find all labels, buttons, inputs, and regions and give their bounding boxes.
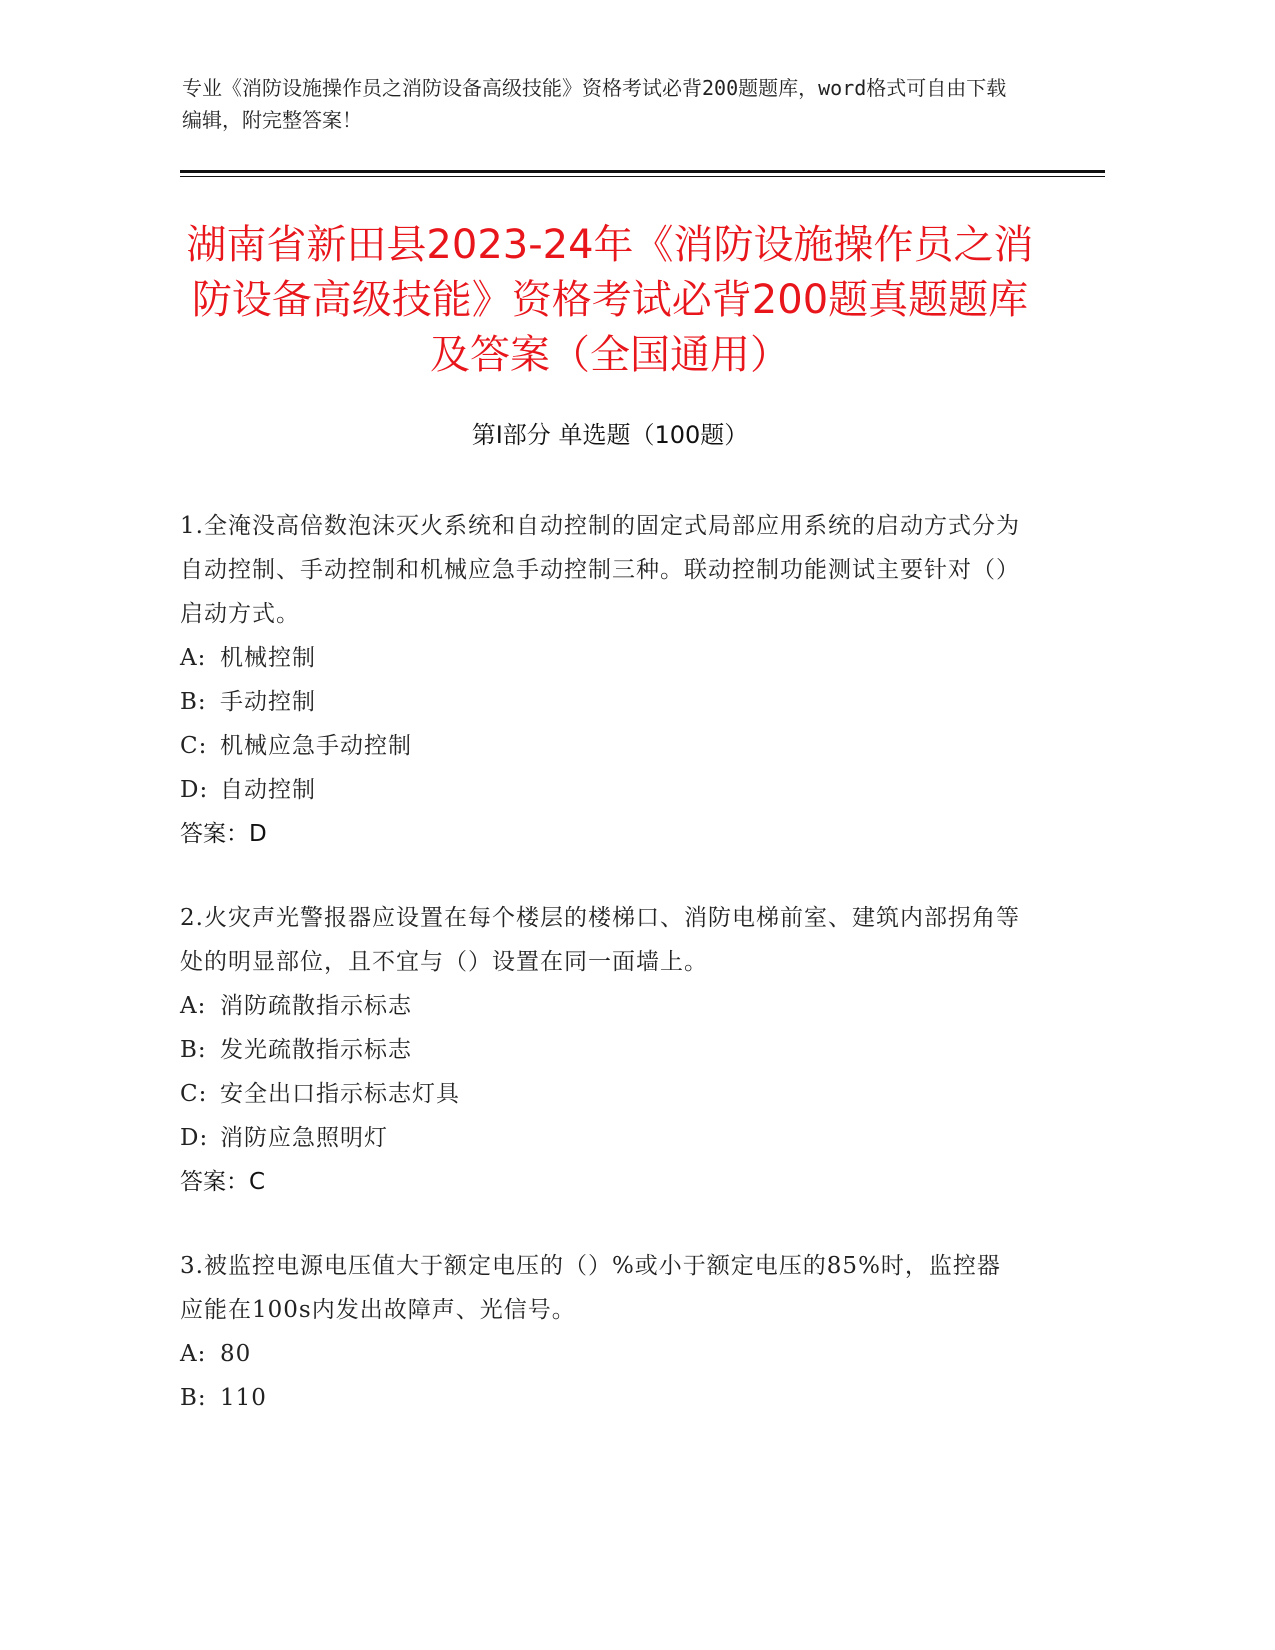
option-letter: A: xyxy=(180,993,207,1019)
option-letter: A: xyxy=(180,645,207,671)
option-d xyxy=(180,1116,1020,1160)
header-divider xyxy=(180,170,1105,173)
option-letter: B: xyxy=(180,689,207,715)
option-text: 机械应急手动控制 xyxy=(220,733,412,759)
option-text: 110 xyxy=(220,1385,267,1411)
option-d xyxy=(180,768,1020,812)
option-c xyxy=(180,1072,1020,1116)
option-text: 安全出口指示标志灯具 xyxy=(220,1081,460,1107)
question-stem: 2.火灾声光警报器应设置在每个楼层的楼梯口、消防电梯前室、建筑内部拐角等处的明显部位，且不宜与（）设置在同一面墙上。 xyxy=(180,905,1020,975)
option-b xyxy=(180,680,1020,724)
option-b xyxy=(180,1376,1020,1420)
option-a xyxy=(180,1332,1020,1376)
option-letter: D: xyxy=(180,1125,209,1151)
document-title: 湖南省新田县2023-24年《消防设施操作员之消防设备高级技能》资格考试必背200题真题题库及答案（全国通用） xyxy=(186,222,1034,378)
option-text: 自动控制 xyxy=(220,777,316,803)
question-1 xyxy=(180,504,1020,856)
option-text: 消防应急照明灯 xyxy=(220,1125,388,1151)
option-text: 发光疏散指示标志 xyxy=(220,1037,412,1063)
question-2 xyxy=(180,896,1020,1204)
option-text: 消防疏散指示标志 xyxy=(220,993,412,1019)
option-letter: D: xyxy=(180,777,209,803)
option-letter: B: xyxy=(180,1037,207,1063)
answer: 答案：C xyxy=(180,1169,266,1195)
option-a xyxy=(180,636,1020,680)
question-stem: 1.全淹没高倍数泡沫灭火系统和自动控制的固定式局部应用系统的启动方式分为自动控制、手动控制和机械应急手动控制三种。联动控制功能测试主要针对（）启动方式。 xyxy=(180,513,1020,627)
option-text: 手动控制 xyxy=(220,689,316,715)
header-divider-thin xyxy=(180,176,1105,177)
option-a xyxy=(180,984,1020,1028)
option-letter: C: xyxy=(180,1081,208,1107)
option-text: 机械控制 xyxy=(220,645,316,671)
option-letter: A: xyxy=(180,1341,207,1367)
option-c xyxy=(180,724,1020,768)
question-list xyxy=(180,504,1020,1460)
option-letter: B: xyxy=(180,1385,207,1411)
option-letter: C: xyxy=(180,733,208,759)
section-title: 第Ⅰ部分 单选题（100题） xyxy=(471,421,749,449)
question-3 xyxy=(180,1244,1020,1420)
option-text: 80 xyxy=(220,1341,252,1367)
question-stem: 3.被监控电源电压值大于额定电压的（）%或小于额定电压的85%时，监控器应能在100s内发出故障声、光信号。 xyxy=(180,1253,1001,1323)
answer: 答案：D xyxy=(180,821,267,847)
option-b xyxy=(180,1028,1020,1072)
header-note: 专业《消防设施操作员之消防设备高级技能》资格考试必背200题题库，word格式可自由下载编辑，附完整答案！ xyxy=(182,76,1007,132)
